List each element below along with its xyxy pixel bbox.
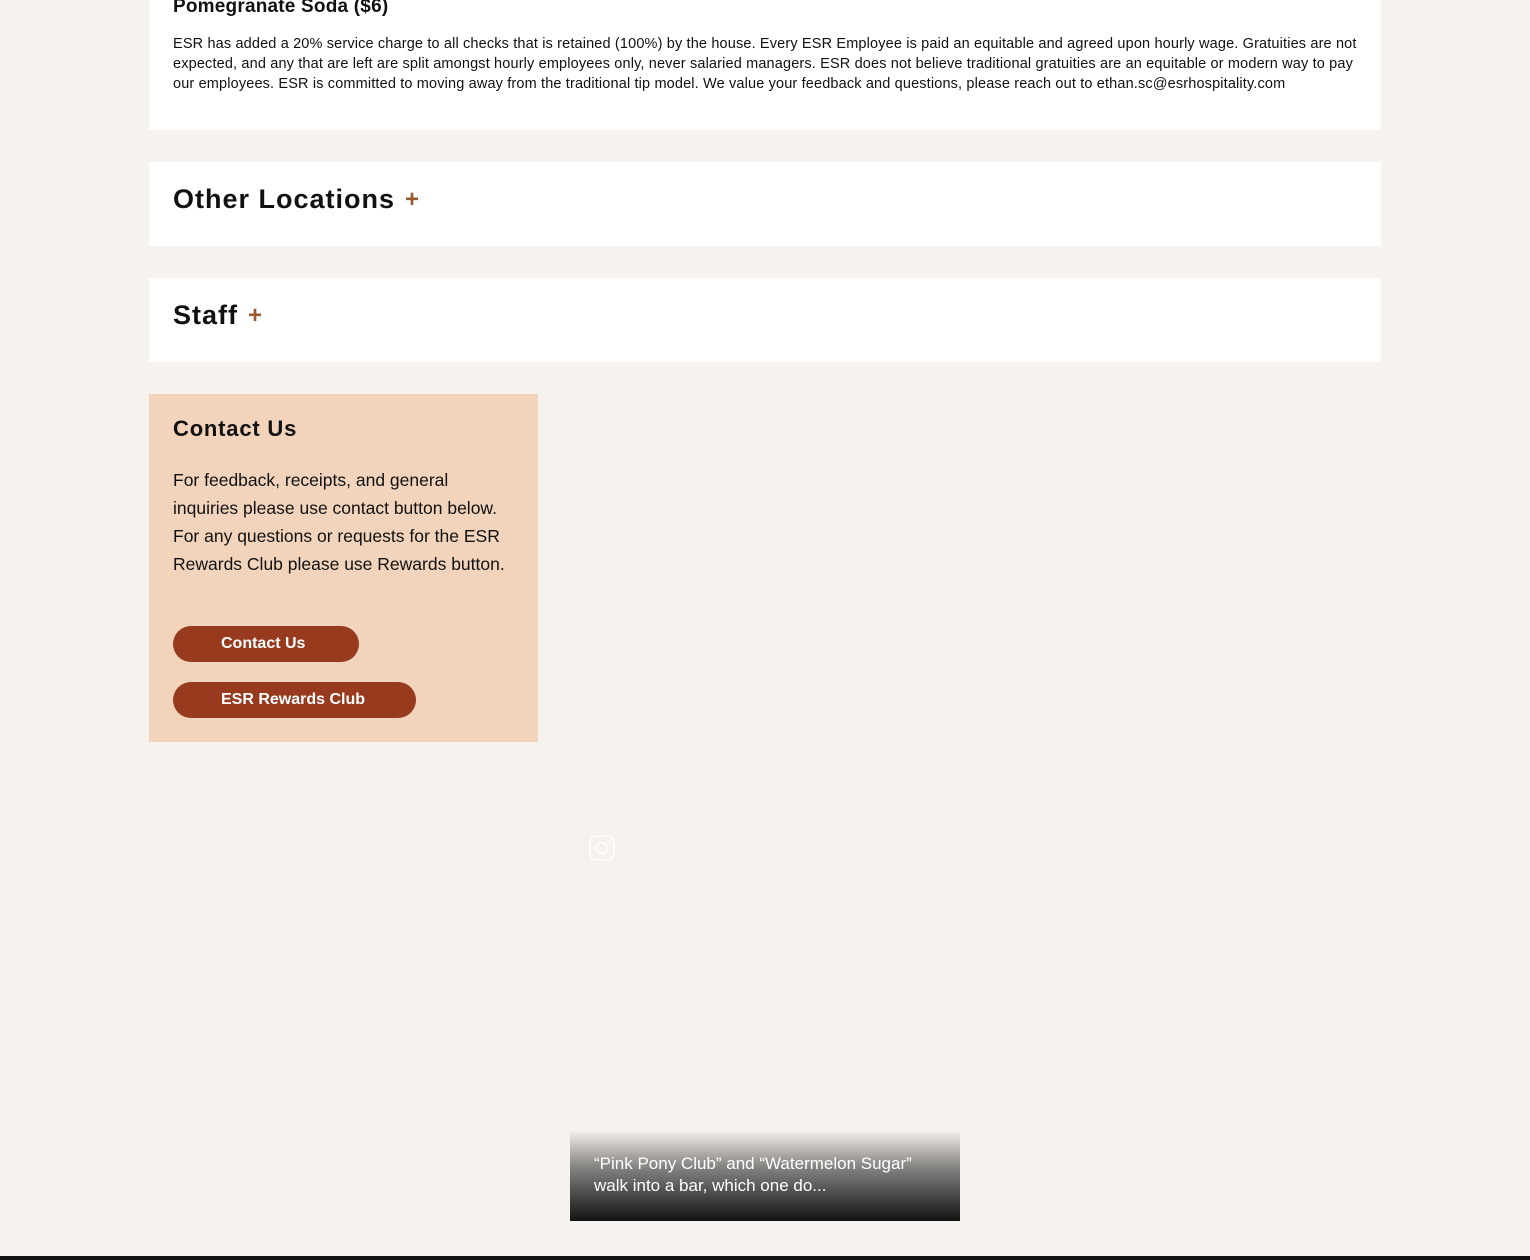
other-locations-title: Other Locations bbox=[173, 184, 396, 214]
contact-panel bbox=[149, 394, 538, 742]
instagram-post[interactable] bbox=[570, 1130, 960, 1221]
staff-accordion[interactable] bbox=[149, 278, 1381, 362]
staff-title: Staff bbox=[173, 300, 238, 330]
contact-title: Contact Us bbox=[173, 416, 298, 441]
instagram-post-caption: “Pink Pony Club” and “Watermelon Sugar” walk into a bar, which one do... bbox=[594, 1154, 912, 1195]
staff-header[interactable] bbox=[173, 300, 262, 331]
instagram-icon[interactable] bbox=[588, 834, 616, 862]
service-charge-note: ESR has added a 20% service charge to all checks that is retained (100%) by the house. Every ESR Employee is paid an equitable and agreed upon hourly wage. Gratuities are not expected, and any that are left are split amongst hourly employees only, never salaried managers. ESR does not believe traditional gratuities are an equitable or modern way to pay our employees. ESR is committed to moving away from the traditional tip model. We value your feedback and questions, please reach out to ethan.sc@esrhospitality.com bbox=[173, 36, 1357, 92]
plus-icon[interactable]: + bbox=[405, 185, 420, 213]
contact-description: For feedback, receipts, and general inquiries please use contact button below. For any questions or requests for the ESR Rewards Club please use Rewards button. bbox=[173, 470, 505, 574]
contact-us-button[interactable]: Contact Us bbox=[173, 626, 359, 662]
plus-icon[interactable]: + bbox=[248, 301, 263, 329]
menu-item-title: Pomegranate Soda ($6) bbox=[173, 0, 389, 17]
other-locations-header[interactable] bbox=[173, 184, 419, 215]
menu-section-card bbox=[149, 0, 1381, 130]
other-locations-accordion[interactable] bbox=[149, 162, 1381, 246]
rewards-club-button[interactable]: ESR Rewards Club bbox=[173, 682, 416, 718]
footer-divider bbox=[0, 1256, 1530, 1260]
